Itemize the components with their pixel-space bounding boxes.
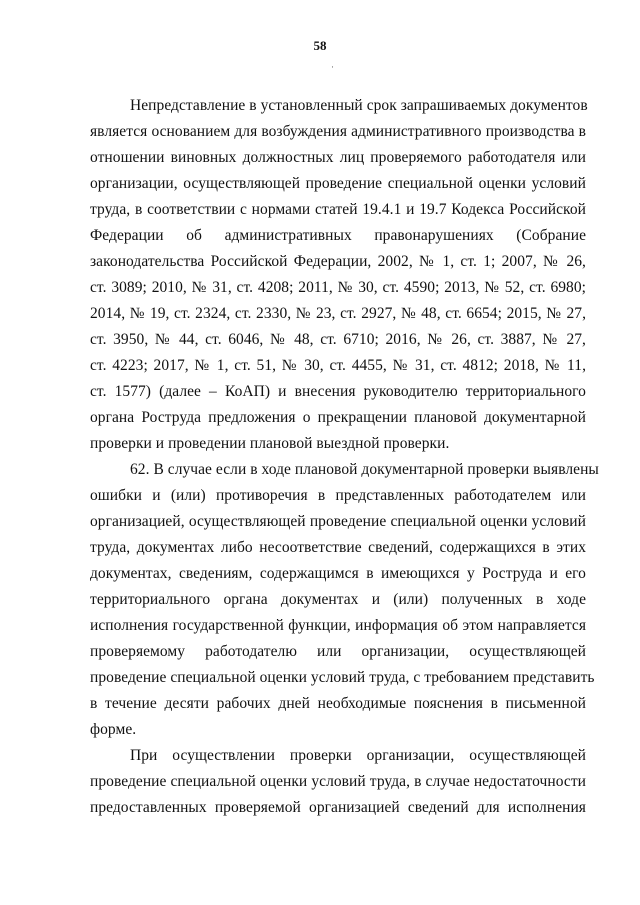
text-line: ст. 1577) (далее – КоАП) и внесения руководителю территориального [90,383,586,400]
text-line: Непредставление в установленный срок запрашиваемых документов [130,97,588,114]
text-line: органа Роструда предложения о прекращении плановой документарной [90,409,586,426]
page-number: 58 [313,38,327,53]
text-line: 2014, № 19, ст. 2324, ст. 2330, № 23, ст. 2927, № 48, ст. 6654; 2015, № 27, [90,305,586,322]
text-line: является основанием для возбуждения административного производства в [90,123,586,140]
text-line: документах, сведениям, содержащимся в имеющихся у Роструда и его [90,565,586,582]
text-line: исполнения государственной функции, информация об этом направляется [90,617,586,634]
scan-speck: · [331,62,334,72]
text-line: организацией, осуществляющей проведение специальной оценки условий [90,513,586,530]
text-line: При осуществлении проверки организации, осуществляющей [130,747,586,764]
text-line: ст. 3089; 2010, № 31, ст. 4208; 2011, № 30, ст. 4590; 2013, № 52, ст. 6980; [90,279,586,296]
text-line: проверяемому работодателю или организации, осуществляющей [90,643,586,660]
text-line: ст. 3950, № 44, ст. 6046, № 48, ст. 6710; 2016, № 26, ст. 3887, № 27, [90,331,586,348]
text-line: предоставленных проверяемой организацией сведений для исполнения [90,799,586,816]
text-line: законодательства Российской Федерации, 2002, № 1, ст. 1; 2007, № 26, [90,253,586,270]
text-line: проведение специальной оценки условий труда, с требованием представить [90,669,595,686]
text-line: ошибки и (или) противоречия в представленных работодателем или [90,487,586,504]
text-line: 62. В случае если в ходе плановой документарной проверки выявлены [130,461,599,478]
text-line: в течение десяти рабочих дней необходимые пояснения в письменной [90,695,586,712]
text-line: территориального органа документах и (или) полученных в ходе [90,591,586,608]
text-line: ст. 4223; 2017, № 1, ст. 51, № 30, ст. 4455, № 31, ст. 4812; 2018, № 11, [90,357,586,374]
text-line: проверки и проведении плановой выездной проверки. [90,435,450,452]
text-line: проведение специальной оценки условий труда, в случае недостаточности [90,773,586,790]
text-line: Федерации об административных правонарушениях (Собрание [90,227,586,244]
text-line: организации, осуществляющей проведение специальной оценки условий [90,175,586,192]
text-line: труда, документах либо несоответствие сведений, содержащихся в этих [90,539,586,556]
text-line: отношении виновных должностных лиц проверяемого работодателя или [90,149,586,166]
text-line: форме. [90,721,137,738]
text-line: труда, в соответствии с нормами статей 19.4.1 и 19.7 Кодекса Российской [90,201,586,218]
